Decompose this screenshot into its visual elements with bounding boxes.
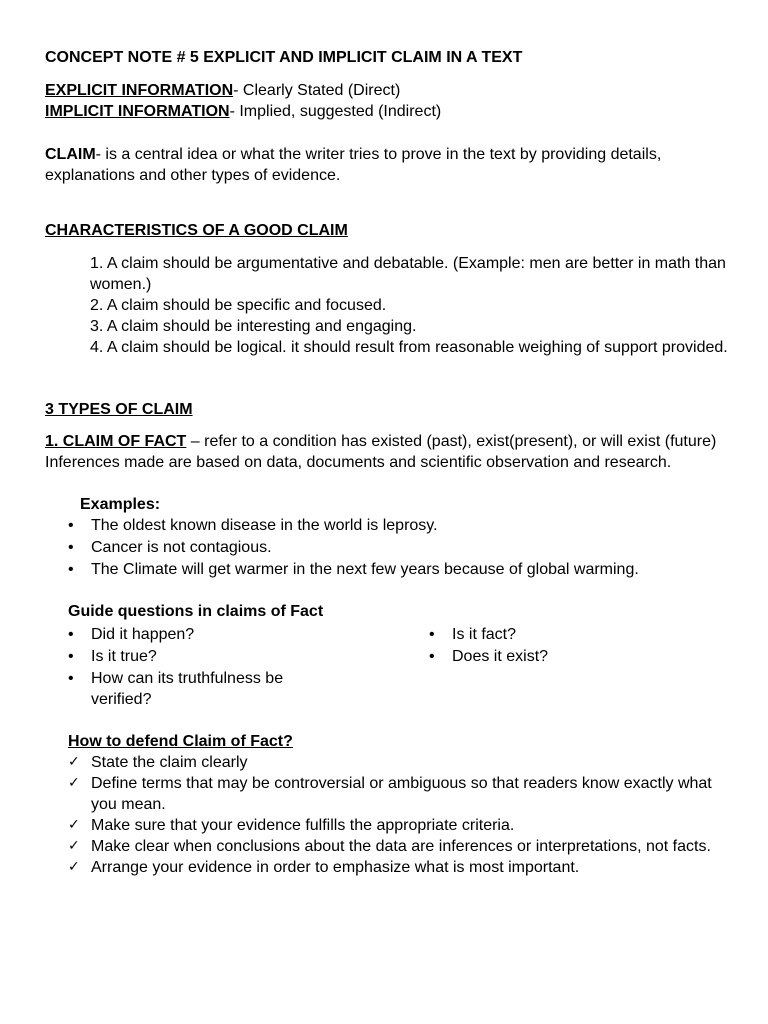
- check-mark-icon: ✓: [68, 859, 80, 875]
- guide-question-item: • Does it exist?: [429, 646, 689, 667]
- defend-item: [68, 773, 718, 815]
- defend-item-text: Define terms that may be controversial or ambiguous so that readers know exactly what you mean.: [91, 775, 712, 813]
- implicit-information-line: [45, 101, 738, 122]
- guide-question-item: • Did it happen?: [68, 624, 328, 645]
- check-mark-icon: ✓: [68, 817, 80, 833]
- examples-list: [68, 515, 728, 581]
- explicit-information-term: EXPLICIT INFORMATION: [45, 82, 234, 99]
- examples-label: Examples:: [80, 496, 161, 513]
- implicit-information-definition: - Implied, suggested (Indirect): [229, 103, 442, 120]
- characteristic-item-2: 2. A claim should be specific and focused.: [90, 297, 387, 314]
- claim-of-fact-definition: – refer to a condition has existed (past), exist(present), or will exist (future) Inferences made are based on data, documents and scientific observation and research.: [45, 433, 717, 471]
- check-mark-icon: ✓: [68, 775, 80, 791]
- claim-term: CLAIM: [45, 146, 96, 163]
- claim-of-fact-term: 1. CLAIM OF FACT: [45, 433, 187, 450]
- claim-definition: - is a central idea or what the writer tries to prove in the text by providing details, explanations and other types of evidence.: [45, 146, 662, 184]
- characteristics-heading: CHARACTERISTICS OF A GOOD CLAIM: [45, 222, 348, 239]
- example-item: • The oldest known disease in the world is leprosy.: [68, 515, 728, 536]
- characteristic-item-3: 3. A claim should be interesting and engaging.: [90, 318, 417, 335]
- document-title: CONCEPT NOTE # 5 EXPLICIT AND IMPLICIT CLAIM IN A TEXT: [45, 49, 523, 66]
- defend-item-text: Make clear when conclusions about the data are inferences or interpretations, not facts.: [91, 838, 711, 855]
- claim-of-fact-paragraph: [45, 431, 728, 473]
- defend-item: [68, 857, 718, 878]
- types-of-claim-heading: 3 TYPES OF CLAIM: [45, 401, 193, 418]
- characteristic-item-4: 4. A claim should be logical. it should result from reasonable weighing of support provided.: [90, 339, 728, 356]
- explicit-information-definition: - Clearly Stated (Direct): [233, 82, 401, 99]
- implicit-information-term: IMPLICIT INFORMATION: [45, 103, 230, 120]
- guide-questions-left-list: [68, 624, 328, 711]
- example-item: • The Climate will get warmer in the next few years because of global warming.: [68, 559, 728, 580]
- guide-question-item: • Is it fact?: [429, 624, 689, 645]
- guide-questions-right-list: [429, 624, 689, 668]
- defend-item-text: Arrange your evidence in order to emphasize what is most important.: [91, 859, 580, 876]
- guide-question-item: • How can its truthfulness be verified?: [68, 668, 328, 710]
- defend-item-text: State the claim clearly: [91, 754, 248, 771]
- explicit-information-line: [45, 80, 738, 101]
- example-item: • Cancer is not contagious.: [68, 537, 728, 558]
- defend-item: [68, 752, 718, 773]
- guide-questions-heading: Guide questions in claims of Fact: [68, 603, 324, 620]
- defend-claim-heading: How to defend Claim of Fact?: [68, 733, 293, 750]
- claim-definition-paragraph: [45, 144, 728, 186]
- defend-item: [68, 815, 718, 836]
- check-mark-icon: ✓: [68, 754, 80, 770]
- characteristic-item-1: 1. A claim should be argumentative and debatable. (Example: men are better in math than women.): [90, 255, 726, 293]
- defend-claim-list: [68, 752, 718, 878]
- check-mark-icon: ✓: [68, 838, 80, 854]
- defend-item-text: Make sure that your evidence fulfills the appropriate criteria.: [91, 817, 515, 834]
- defend-item: [68, 836, 718, 857]
- guide-question-item: • Is it true?: [68, 646, 328, 667]
- characteristics-list: [90, 253, 730, 358]
